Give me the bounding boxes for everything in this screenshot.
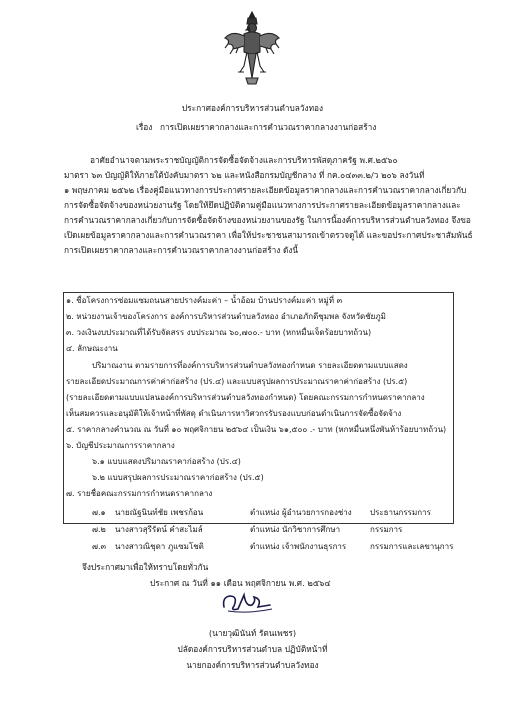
committee-no: ๗.๒	[92, 525, 106, 534]
org-title: ประกาศองค์การบริหารส่วนตำบลวังทอง	[181, 103, 324, 113]
closing-statement: จึงประกาศมาเพื่อให้ทราบโดยทั่วกัน	[82, 562, 209, 572]
signer-title-2: นายกองค์การบริหารส่วนตำบลวังทอง	[186, 660, 319, 670]
work-type-line: รายละเอียดประมาณการค่าค่าก่อสร้าง (ปร.๔) และแบบสรุปผลการประมาณราคาค่าก่อสร้าง (ปร.๕)	[66, 377, 408, 386]
committee-no: ๗.๓	[92, 542, 107, 551]
committee-no: ๗.๑	[92, 508, 106, 517]
committee-position: ตำแหน่ง เจ้าพนักงานธุรการ	[250, 542, 347, 551]
work-type-line: เห็นสมควรและอนุมัติให้เจ้าหน้าที่พัสดุ ดำเนินการหาวิศวกรรับรองแบบก่อนดำเนินการจัดซื้อจัดจ้าง	[66, 409, 402, 418]
item-median-price: ๕. ราคากลางคำนวณ ณ วันที่ ๑๐ พฤศจิกายน ๒๕๖๔ เป็นเงิน ๖๑,๕๐๐ .- บาท (หกหมื่นหนึ่งพันห้าร้อยบาทถ้วน)	[66, 425, 447, 434]
body-line: การจัดซื้อจัดจ้างของหน่วยงานรัฐ โดยให้ยึดปฏิบัติตามคู่มือแนวทางการประกาศรายละเอียดข้อมูลราคากลางและ	[64, 200, 461, 210]
signature-icon	[218, 587, 280, 617]
estimate-form-pr5: ๖.๒ แบบสรุปผลการประมาณราคาก่อสร้าง (ปร.๕)	[92, 473, 264, 482]
body-line: เปิดเผยข้อมูลราคากลางและการคำนวณราคา เพื่อให้ประชาชนสามารถเข้าตรวจดูได้ และขอประกาศประชาสัมพันธ์	[64, 230, 473, 240]
work-type-line: ปริมาณงาน ตามรายการที่องค์การบริหารส่วนตำบลวังทองกำหนด รายละเอียดตามแบบแสดง	[92, 361, 408, 370]
body-line: การคำนวณราคากลางเกี่ยวกับการจัดซื้อจัดจ้างของหน่วยงานของรัฐ ในการนี้องค์การบริหารส่วนตำบลวังทอง จึงขอ	[64, 215, 471, 225]
committee-position: ตำแหน่ง ผู้อำนวยการกองช่าง	[250, 508, 352, 517]
item-work-type: ๔. ลักษณะงาน	[66, 344, 118, 353]
body-line: อาศัยอำนาจตามพระราชบัญญัติการจัดซื้อจัดจ้างและการบริหารพัสดุภาครัฐ พ.ศ.๒๕๖๐	[90, 155, 398, 165]
work-type-line: (รายละเอียดตามแบบแปลนองค์การบริหารส่วนตำบลวังทองกำหนด) โดยคณะกรรมการกำหนดราคากลาง	[66, 393, 425, 402]
committee-name: นายณัฐนินท์ชัย เพชรก้อน	[115, 508, 204, 517]
item-budget: ๓. วงเงินงบประมาณที่ได้รับจัดสรร งบประมาณ ๖๐,๗๐๐.- บาท (หกหมื่นเจ็ดร้อยบาทถ้วน)	[66, 328, 372, 337]
subject: การเปิดเผยราคากลางและการคำนวณราคากลางงานก่อสร้าง	[160, 122, 377, 132]
estimate-form-pr4: ๖.๑ แบบแสดงปริมาณราคาก่อสร้าง (ปร.๔)	[92, 457, 241, 466]
body-line: มาตรา ๖๓ บัญญัติให้ภายใต้บังคับมาตรา ๖๒ และหนังสือกรมบัญชีกลาง ที่ กค.๐๔๓๓.๒/ว ๒๐๖ ลงวันที่	[64, 170, 425, 180]
garuda-emblem-icon	[222, 8, 282, 86]
committee-role: ประธานกรรมการ	[370, 508, 431, 517]
committee-name: นางสาวสุรีรัตน์ คำสะไมล์	[115, 525, 203, 534]
body-line: ๑ พฤษภาคม ๒๕๖๒ เรื่องคู่มือแนวทางการประกาศรายละเอียดข้อมูลราคากลางและการคำนวณราคากลางเกี่ยวกับ	[64, 185, 467, 195]
item-owner-agency: ๒. หน่วยงานเจ้าของโครงการ องค์การบริหารส่วนตำบลวังทอง อำเภอภักดีชุมพล จังหวัดชัยภูมิ	[66, 312, 386, 321]
committee-name: นางสาวณิชุดา ภูแซมโชติ	[115, 542, 204, 551]
item-committee: ๗. รายชื่อคณะกรรมการกำหนดราคากลาง	[66, 489, 213, 498]
item-project-name: ๑. ชื่อโครงการซ่อมแซมถนนสายปรางค์มะค่า – น้ำอ้อม บ้านปรางค์มะค่า หมู่ที่ ๓	[66, 296, 343, 305]
item-estimate-list: ๖. บัญชีประมาณการราคากลาง	[66, 441, 175, 450]
announcement-date: ประกาศ ณ วันที่ ๑๑ เดือน พฤศจิกายน พ.ศ. ๒๕๖๔	[150, 578, 331, 588]
committee-role: กรรมการและเลขานุการ	[370, 542, 454, 551]
signer-name: (นายวุฒินันท์ รัตนเพชร)	[208, 628, 297, 638]
committee-role: กรรมการ	[370, 525, 403, 534]
body-line: การเปิดเผยราคากลางและการคำนวณราคากลางงานก่อสร้าง ดังนี้	[64, 245, 299, 255]
subject-label: เรื่อง	[136, 122, 153, 132]
committee-position: ตำแหน่ง นักวิชาการศึกษา	[250, 525, 341, 534]
signer-title-1: ปลัดองค์การบริหารส่วนตำบล ปฏิบัติหน้าที่	[177, 644, 328, 654]
